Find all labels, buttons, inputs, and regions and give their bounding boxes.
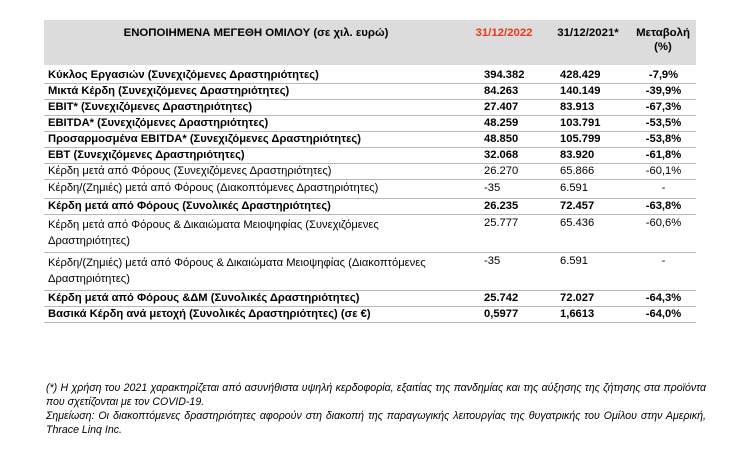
table-header — [44, 20, 696, 65]
value-2022: 26.235 — [484, 200, 519, 212]
value-2022: -35 — [484, 255, 501, 267]
value-2022: 0,5977 — [484, 308, 519, 320]
value-2022: 25.777 — [484, 217, 519, 229]
table-row — [44, 253, 696, 291]
remark-text: Σημείωση: Οι διακοπτόμενες δραστηριότητες αφορούν στη διακοπή της παραγωγικής λειτουργίας της θυγατρικής του Ομίλου στην Αμερική, Thrace Linq Inc. — [46, 410, 706, 436]
value-change: -67,3% — [645, 101, 682, 113]
value-change: - — [661, 182, 666, 194]
value-2022: -35 — [484, 182, 501, 194]
row-label: Βασικά Κέρδη ανά μετοχή (Συνολικές Δραστηριότητες) (σε €) — [48, 308, 371, 320]
value-2021: 1,6613 — [560, 308, 595, 320]
value-2022: 48.850 — [484, 133, 519, 145]
row-label: Κύκλος Εργασιών (Συνεχιζόμενες Δραστηριότητες) — [48, 69, 319, 81]
value-change: -64,0% — [645, 308, 682, 320]
value-change: - — [661, 255, 666, 267]
value-2021: 65.866 — [560, 165, 595, 177]
header-row — [44, 20, 696, 65]
row-label: EBT (Συνεχιζόμενες Δραστηριότητες) — [48, 149, 245, 161]
row-label: Κέρδη μετά από Φόρους & Δικαιώματα Μειοψηφίας (Συνεχιζόμενες Δραστηριότητες) — [48, 219, 379, 247]
value-2022: 394.382 — [484, 69, 525, 81]
value-2021: 103.791 — [560, 117, 601, 129]
value-2021: 428.429 — [560, 69, 601, 81]
value-2021: 140.149 — [560, 85, 601, 97]
table-row — [44, 148, 696, 164]
row-label: EBIT* (Συνεχιζόμενες Δραστηριότητες) — [48, 101, 253, 113]
value-2021: 83.920 — [560, 149, 595, 161]
table-row — [44, 164, 696, 180]
header-2021: 31/12/2021* — [546, 20, 630, 65]
header-label: ΕΝΟΠΟΙΗΜΕΝΑ ΜΕΓΕΘΗ ΟΜΙΛΟΥ (σε χιλ. ευρώ) — [44, 20, 462, 65]
value-2022: 25.742 — [484, 292, 519, 304]
row-label: Μικτά Κέρδη (Συνεχιζόμενες Δραστηριότητες) — [48, 85, 290, 97]
table-row — [44, 100, 696, 116]
table-row — [44, 84, 696, 100]
value-change: -64,3% — [645, 292, 682, 304]
table-row — [44, 291, 696, 307]
value-change: -63,8% — [645, 200, 682, 212]
table-row — [44, 199, 696, 215]
row-label: EBITDA* (Συνεχιζόμενες Δραστηριότητες) — [48, 117, 269, 129]
value-change: -53,8% — [645, 133, 682, 145]
table-row — [44, 132, 696, 148]
value-2021: 6.591 — [560, 255, 588, 267]
row-label: Κέρδη μετά από Φόρους (Συνεχιζόμενες Δραστηριότητες) — [48, 165, 332, 177]
header-change: Μεταβολή (%) — [630, 20, 696, 65]
table-row — [44, 307, 696, 323]
value-2021: 72.457 — [560, 200, 595, 212]
table-body — [44, 65, 696, 323]
value-2021: 72.027 — [560, 292, 595, 304]
table-row — [44, 215, 696, 253]
table-row — [44, 65, 696, 84]
table-notes — [46, 381, 706, 437]
value-change: -39,9% — [645, 85, 682, 97]
value-change: -60,1% — [645, 165, 682, 177]
value-2021: 65.436 — [560, 217, 595, 229]
value-2021: 83.913 — [560, 101, 595, 113]
financial-summary-table — [44, 20, 696, 323]
row-label: Προσαρμοσμένα EBITDA* (Συνεχιζόμενες Δραστηριότητες) — [48, 133, 361, 145]
value-2021: 6.591 — [560, 182, 588, 194]
row-label: Κέρδη/(Ζημιές) μετά από Φόρους (Διακοπτόμενες Δραστηριότητες) — [48, 182, 379, 194]
value-change: -61,8% — [645, 149, 682, 161]
row-label: Κέρδη μετά από Φόρους &ΔΜ (Συνολικές Δραστηριότητες) — [48, 292, 360, 304]
table-row — [44, 180, 696, 199]
value-2022: 48.259 — [484, 117, 519, 129]
row-label: Κέρδη μετά από Φόρους (Συνολικές Δραστηριότητες) — [48, 200, 331, 212]
footnote-text: (*) Η χρήση του 2021 χαρακτηρίζεται από ασυνήθιστα υψηλή κερδοφορία, εξαιτίας της πανδημίας και της αύξησης της ζήτησης στα προϊόντα που σχετίζονται με τον COVID-19. — [46, 382, 706, 408]
value-2022: 84.263 — [484, 85, 519, 97]
value-change: -60,6% — [645, 217, 682, 229]
value-2022: 32.068 — [484, 149, 519, 161]
table-row — [44, 116, 696, 132]
value-change: -53,5% — [645, 117, 682, 129]
value-change: -7,9% — [648, 69, 679, 81]
header-2022: 31/12/2022 — [462, 20, 546, 65]
value-2022: 26.270 — [484, 165, 519, 177]
value-2021: 105.799 — [560, 133, 601, 145]
row-label: Κέρδη/(Ζημιές) μετά από Φόρους & Δικαιώματα Μειοψηφίας (Διακοπτόμενες Δραστηριότητες) — [48, 257, 426, 285]
value-2022: 27.407 — [484, 101, 519, 113]
